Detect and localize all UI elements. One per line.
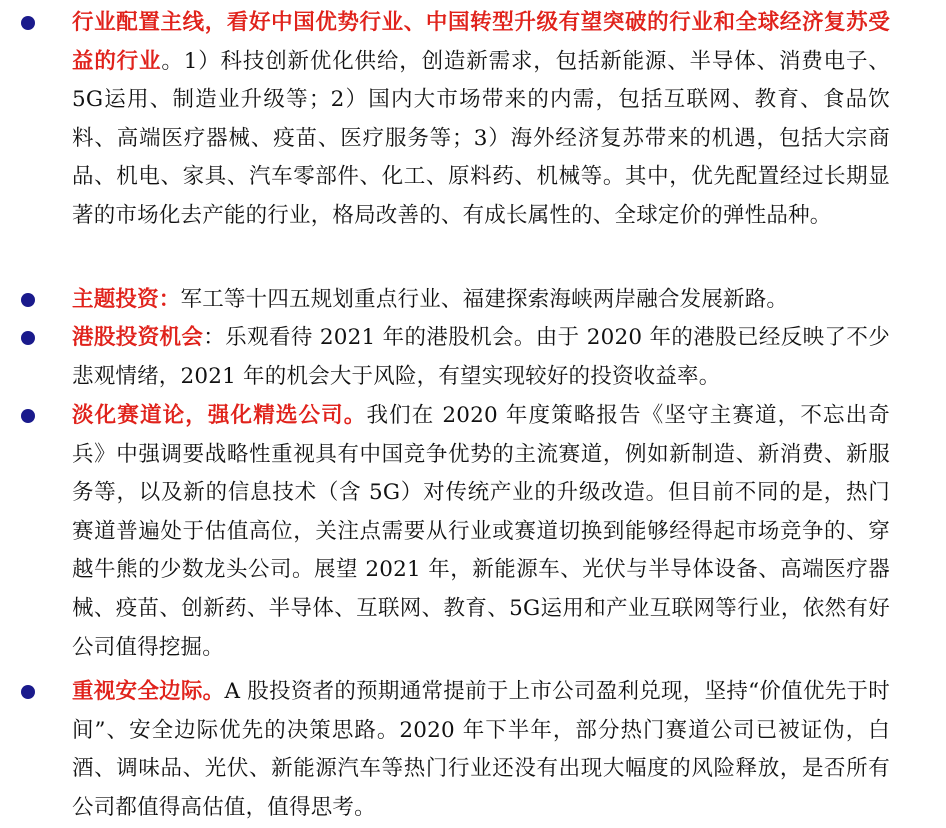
- body-text: 我们在 2020 年度策略报告《坚守主赛道，不忘出奇兵》中强调要战略性重视具有中国竞争优势的主流赛道，例如新制造、新消费、新服务等，以及新的信息技术（含 5G）对传统产业的升级改造。但目前不同的是，热门赛道普遍处于估值高位，关注点需要从行业或赛道切换到能够经得起市场竞争的、穿越牛熊的少数龙头公司。展望 2021 年，新能源车、光伏与半导体设备、高端医疗器械、疫苗、创新药、半导体、互联网、教育、5G运用和产业互联网等行业，依然有好公司值得挖掘。: [72, 403, 890, 660]
- bullet-icon: [21, 16, 35, 30]
- bullet-text: [72, 319, 890, 396]
- body-text: A 股投资者的预期通常提前于上市公司盈利兑现，坚持“价值优先于时间”、安全边际优先的决策思路。2020 年下半年，部分热门赛道公司已被证伪，白酒、调味品、光伏、新能源汽车等热门行业还没有出现大幅度的风险释放，是否所有公司都值得高估值，值得思考。: [72, 679, 890, 820]
- bullet-text: [72, 397, 890, 667]
- highlight-text: 主题投资：: [72, 287, 181, 312]
- highlight-text: 重视安全边际。: [72, 679, 225, 704]
- body-text: 。1）科技创新优化供给，创造新需求，包括新能源、半导体、消费电子、5G运用、制造业升级等；2）国内大市场带来的内需，包括互联网、教育、食品饮料、高端医疗器械、疫苗、医疗服务等；3）海外经济复苏带来的机遇，包括大宗商品、机电、家具、汽车零部件、化工、原料药、机械等。其中，优先配置经过长期显著的市场化去产能的行业，格局改善的、有成长属性的、全球定价的弹性品种。: [72, 48, 890, 228]
- body-text: ：乐观看待 2021 年的港股机会。由于 2020 年的港股已经反映了不少悲观情绪，2021 年的机会大于风险，有望实现较好的投资收益率。: [72, 325, 891, 389]
- highlight-text: 港股投资机会: [72, 325, 204, 350]
- bullet-text: [72, 4, 890, 236]
- bullet-icon: [21, 409, 35, 423]
- highlight-text: 淡化赛道论，强化精选公司。: [72, 403, 367, 428]
- bullet-text: [72, 673, 890, 827]
- body-text: 军工等十四五规划重点行业、福建探索海峡两岸融合发展新路。: [180, 287, 789, 312]
- bullet-icon: [21, 293, 35, 307]
- bullet-icon: [21, 685, 35, 699]
- bullet-text: [72, 281, 890, 320]
- highlight-text: 行业配置主线，看好中国优势行业、中国转型升级有望突破的行业和全球经济复苏受益的行业: [72, 10, 890, 74]
- bullet-icon: [21, 331, 35, 345]
